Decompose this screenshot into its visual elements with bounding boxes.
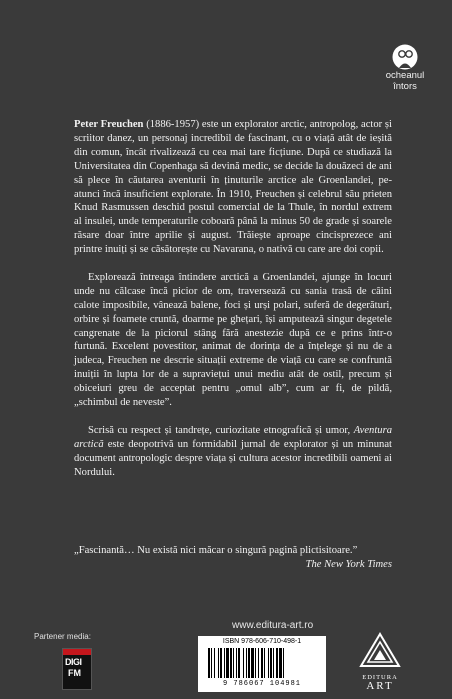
paragraph-1-text: (1886-1957) este un explorator arctic, antropolog, actor și scriitor danez, un personaj incredibil de fascinant, cu o viață atât de ieșită din comun, încât rivalizează cu cea mai tare ficțiune. După ce studiază la Universitatea din Copenhaga să devină medic, se decide la douăzeci de ani să plece în căutarea aventurii în ținuturile arctice ale Groenlandei, pe-atunci încă insuficient explorate. În 1910, Freuchen și celebrul său prieten Knud Rasmussen deschid postul comercial de la Thule, în nordul extrem al insulei, unde temperaturile coboară până la minus 50 de grade și soarele răsare doar între aprilie și august. Trăiește aproape cincisprezece ani printre inuiți și se căsătorește cu Navarana, o nativă cu care are doi copii. <box>74 119 392 256</box>
publisher-name: ART <box>366 680 394 692</box>
glasses-person-icon <box>392 44 418 70</box>
paragraph-1 <box>74 118 392 257</box>
barcode-digits: 9 786067 104981 <box>222 680 301 688</box>
paragraph-3 <box>74 424 392 480</box>
digi-fm-logo-line1: DIGI <box>65 657 82 667</box>
back-cover-text <box>74 118 392 493</box>
publisher-label: EDITURA <box>362 674 398 681</box>
digi-fm-logo-line2: FM <box>68 668 81 678</box>
art-triangle-icon <box>359 632 401 668</box>
press-quote <box>74 544 392 572</box>
quote-text: „Fascinantă… Nu există nici măcar o singură pagină plictisitoare.” <box>74 545 358 556</box>
collection-logo <box>385 44 425 92</box>
paragraph-2: Explorează întreaga întindere arctică a Groenlandei, ajunge în locuri unde nu călcase încă picior de om, traversează cu sania trasă de câini calote imposibile, vânează balene, foci și urși polari, suferă de degerături, orbire și foamete cruntă, doarme pe ghețari, își amputează singur degetele cangrenate de la piciorul stâng fără anestezie după ce e prins într-o furtună. Excelent povestitor, animat de dorința de a înțelege și nu de a judeca, Freuchen ne descrie situații extreme de viață cu care se confruntă inuiții în lupta lor de a supraviețui unui mediu atât de ostil, precum și obiceiuri greu de acceptat pentru „omul alb”, cum ar fi, de pildă, „schimbul de neveste”. <box>74 271 392 409</box>
book-title: Aventura arctică <box>74 424 392 450</box>
digi-fm-logo <box>62 648 92 690</box>
paragraph-3-start: Scrisă cu respect și tandrețe, curiozitate etnografică și umor, <box>88 424 354 436</box>
author-name: Peter Freuchen <box>74 119 144 130</box>
quote-source: The New York Times <box>305 558 392 570</box>
website-link[interactable]: www.editura-art.ro <box>232 620 314 631</box>
barcode <box>198 636 326 692</box>
isbn-text: ISBN 978-606-710-498-1 <box>222 638 302 645</box>
collection-name-line1: ocheanul <box>385 70 425 81</box>
collection-name-line2: întors <box>393 81 417 92</box>
barcode-bars <box>208 648 316 678</box>
publisher-logo <box>352 632 408 692</box>
paragraph-3-end: este deopotrivă un formidabil jurnal de explorator și un minunat document antropologic despre viața și cultura acestor incredibili oameni ai Nordului. <box>74 438 392 478</box>
partner-label: Partener media: <box>34 632 91 641</box>
